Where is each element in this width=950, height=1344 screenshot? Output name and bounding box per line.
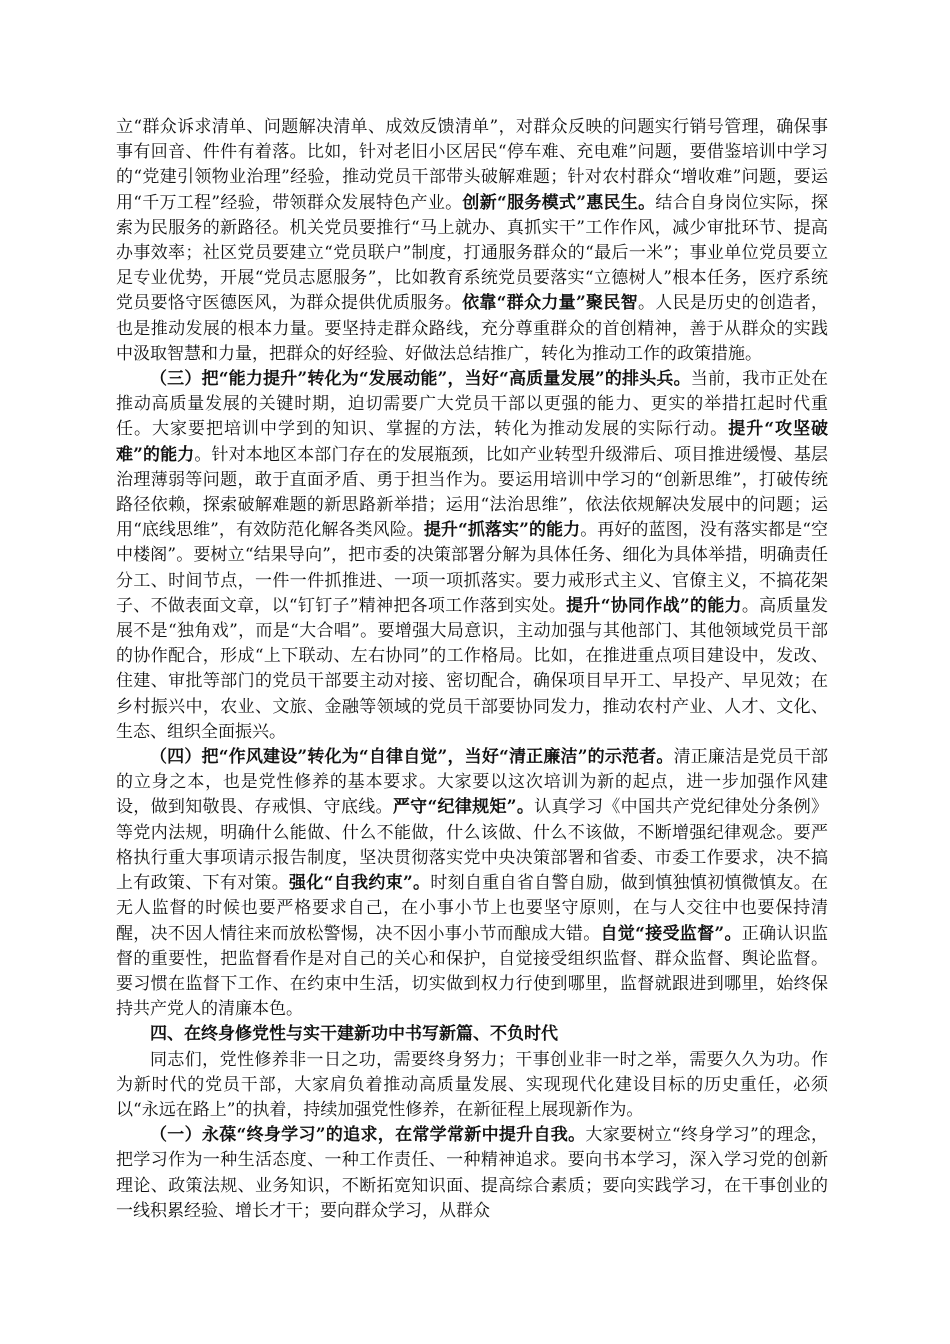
section-heading <box>116 1022 828 1047</box>
bold-text-run: （四）把“作风建设”转化为“自律自觉”，当好“清正廉洁”的示范者。 <box>150 747 674 768</box>
paragraph <box>116 745 828 1022</box>
text-run: 当前，我市正处在推动高质量发展的关键时期，迫切需要广大党员干部以更强的能力、更实的举措扛起时代重任。大家要把培训中学到的知识、掌握的方法，转化为推动发展的实际行动。 <box>116 369 829 440</box>
text-run: 。再好的蓝图，没有落实都是“空中楼阁”。要树立“结果导向”，把市委的决策部署分解为具体任务、细化为具体举措，明确责任分工、时间节点，一件一件抓推进、一项一项抓落实。要力戒形式主义、官僚主义，不搞花架子、不做表面文章，以“钉钉子”精神把各项工作落到实处。 <box>116 520 828 616</box>
bold-text-run: 严守“纪律规矩”。 <box>392 797 535 818</box>
bold-text-run: 自觉“接受监督”。 <box>600 923 742 944</box>
text-run: 同志们，党性修养非一日之功，需要终身努力；干事创业非一时之举，需要久久为功。作为新时代的党员干部，大家肩负着推动高质量发展、实现现代化建设目标的历史重任，必须以“永远在路上”的执着，持续加强党性修养，在新征程上展现新作为。 <box>116 1049 828 1120</box>
text-run: 大家要树立“终身学习”的理念，把学习作为一种生活态度、一种工作责任、一种精神追求。要向书本学习，深入学习党的创新理论、政策法规、业务知识，不断拓宽知识面、提高综合素质；要向实践学习，在干事创业的一线积累经验、增长才干；要向群众学习，从群众 <box>116 1125 828 1221</box>
text-run: 立“群众诉求清单、问题解决清单、成效反馈清单”，对群众反映的问题实行销号管理，确保事事有回音、件件有着落。比如，针对老旧小区居民“停车难、充电难”问题，要借鉴培训中学习的“党建引领物业治理”经验，推动党员干部带头破解难题；针对农村群众“增收难”问题，要运用“千万工程”经验，带领群众发展特色产业。 <box>116 117 828 213</box>
text-run: 结合自身岗位实际，探索为民服务的新路径。机关党员要推行“马上就办、真抓实干”工作作风，减少审批环节、提高办事效率；社区党员要建立“党员联户”制度，打通服务群众的“最后一米”；事业单位党员要立足专业优势，开展“党员志愿服务”，比如教育系统党员要落实“立德树人”根本任务，医疗系统党员要恪守医德医风，为群众提供优质服务。 <box>116 192 828 314</box>
text-run: 。高质量发展不是“独角戏”，而是“大合唱”。要增强大局意识，主动加强与其他部门、其他领域党员干部的协作配合，形成“上下联动、左右协同”的工作格局。比如，在推进重点项目建设中，发改、住建、审批等部门的党员干部要主动对接、密切配合，确保项目早开工、早投产、早见效；在乡村振兴中，农业、文旅、金融等领域的党员干部要协同发力，推动农村产业、人才、文化、生态、组织全面振兴。 <box>116 595 828 742</box>
text-run: 正确认识监督的重要性，把监督看作是对自己的关心和保护，自觉接受组织监督、群众监督、舆论监督。要习惯在监督下工作、在约束中生活，切实做到权力行使到哪里，监督就跟进到哪里，始终保持共产党人的清廉本色。 <box>116 923 829 1020</box>
bold-text-run: 四、在终身修党性与实干建新功中书写新篇、不负时代 <box>150 1024 558 1045</box>
text-run: 时刻自重自省自警自励，做到慎独慎初慎微慎友。在无人监督的时候也要严格要求自己，在小事小节上也要坚守原则，在与人交往中也要保持清醒，决不因人情往来而放松警惕，决不因小事小节而酿成大错。 <box>116 873 829 944</box>
bold-text-run: 提升“攻坚破难”的能力 <box>116 419 829 465</box>
bold-text-run: （三）把“能力提升”转化为“发展动能”，当好“高质量发展”的排头兵。 <box>150 369 691 390</box>
paragraph <box>116 367 828 745</box>
bold-text-run: （一）永葆“终身学习”的追求，在常学常新中提升自我。 <box>150 1125 586 1146</box>
paragraph <box>116 1123 828 1224</box>
bold-text-run: 强化“自我约束”。 <box>289 873 431 894</box>
text-run: 认真学习《中国共产党纪律处分条例》等党内法规，明确什么能做、什么不能做，什么该做、什么不该做，不断增强纪律观念。要严格执行重大事项请示报告制度，坚决贯彻落实党中央决策部署和省委、市委工作要求，决不搞上有政策、下有对策。 <box>116 797 829 894</box>
text-run: 清正廉洁是党员干部的立身之本，也是党性修养的基本要求。大家要以这次培训为新的起点，进一步加强作风建设，做到知敬畏、存戒惧、守底线。 <box>116 747 829 818</box>
text-run: 。针对本地区本部门存在的发展瓶颈，比如产业转型升级滞后、项目推进缓慢、基层治理薄弱等问题，敢于直面矛盾、勇于担当作为。要运用培训中学习的“创新思维”，打破传统路径依赖，探索破解难题的新思路新举措；运用“法治思维”，依法依规解决发展中的问题；运用“底线思维”，有效防范化解各类风险。 <box>116 444 829 541</box>
document-body <box>116 115 828 1224</box>
bold-text-run: 依靠“群众力量”聚民智 <box>462 293 638 314</box>
text-run: 。人民是历史的创造者，也是推动发展的根本力量。要坚持走群众路线，充分尊重群众的首创精神，善于从群众的实践中汲取智慧和力量，把群众的好经验、好做法总结推广，转化为推动工作的政策措施。 <box>116 293 829 364</box>
paragraph <box>116 1048 828 1124</box>
bold-text-run: 提升“抓落实”的能力 <box>423 520 581 541</box>
paragraph <box>116 115 828 367</box>
bold-text-run: 创新“服务模式”惠民生。 <box>462 192 656 213</box>
bold-text-run: 提升“协同作战”的能力 <box>566 595 742 616</box>
